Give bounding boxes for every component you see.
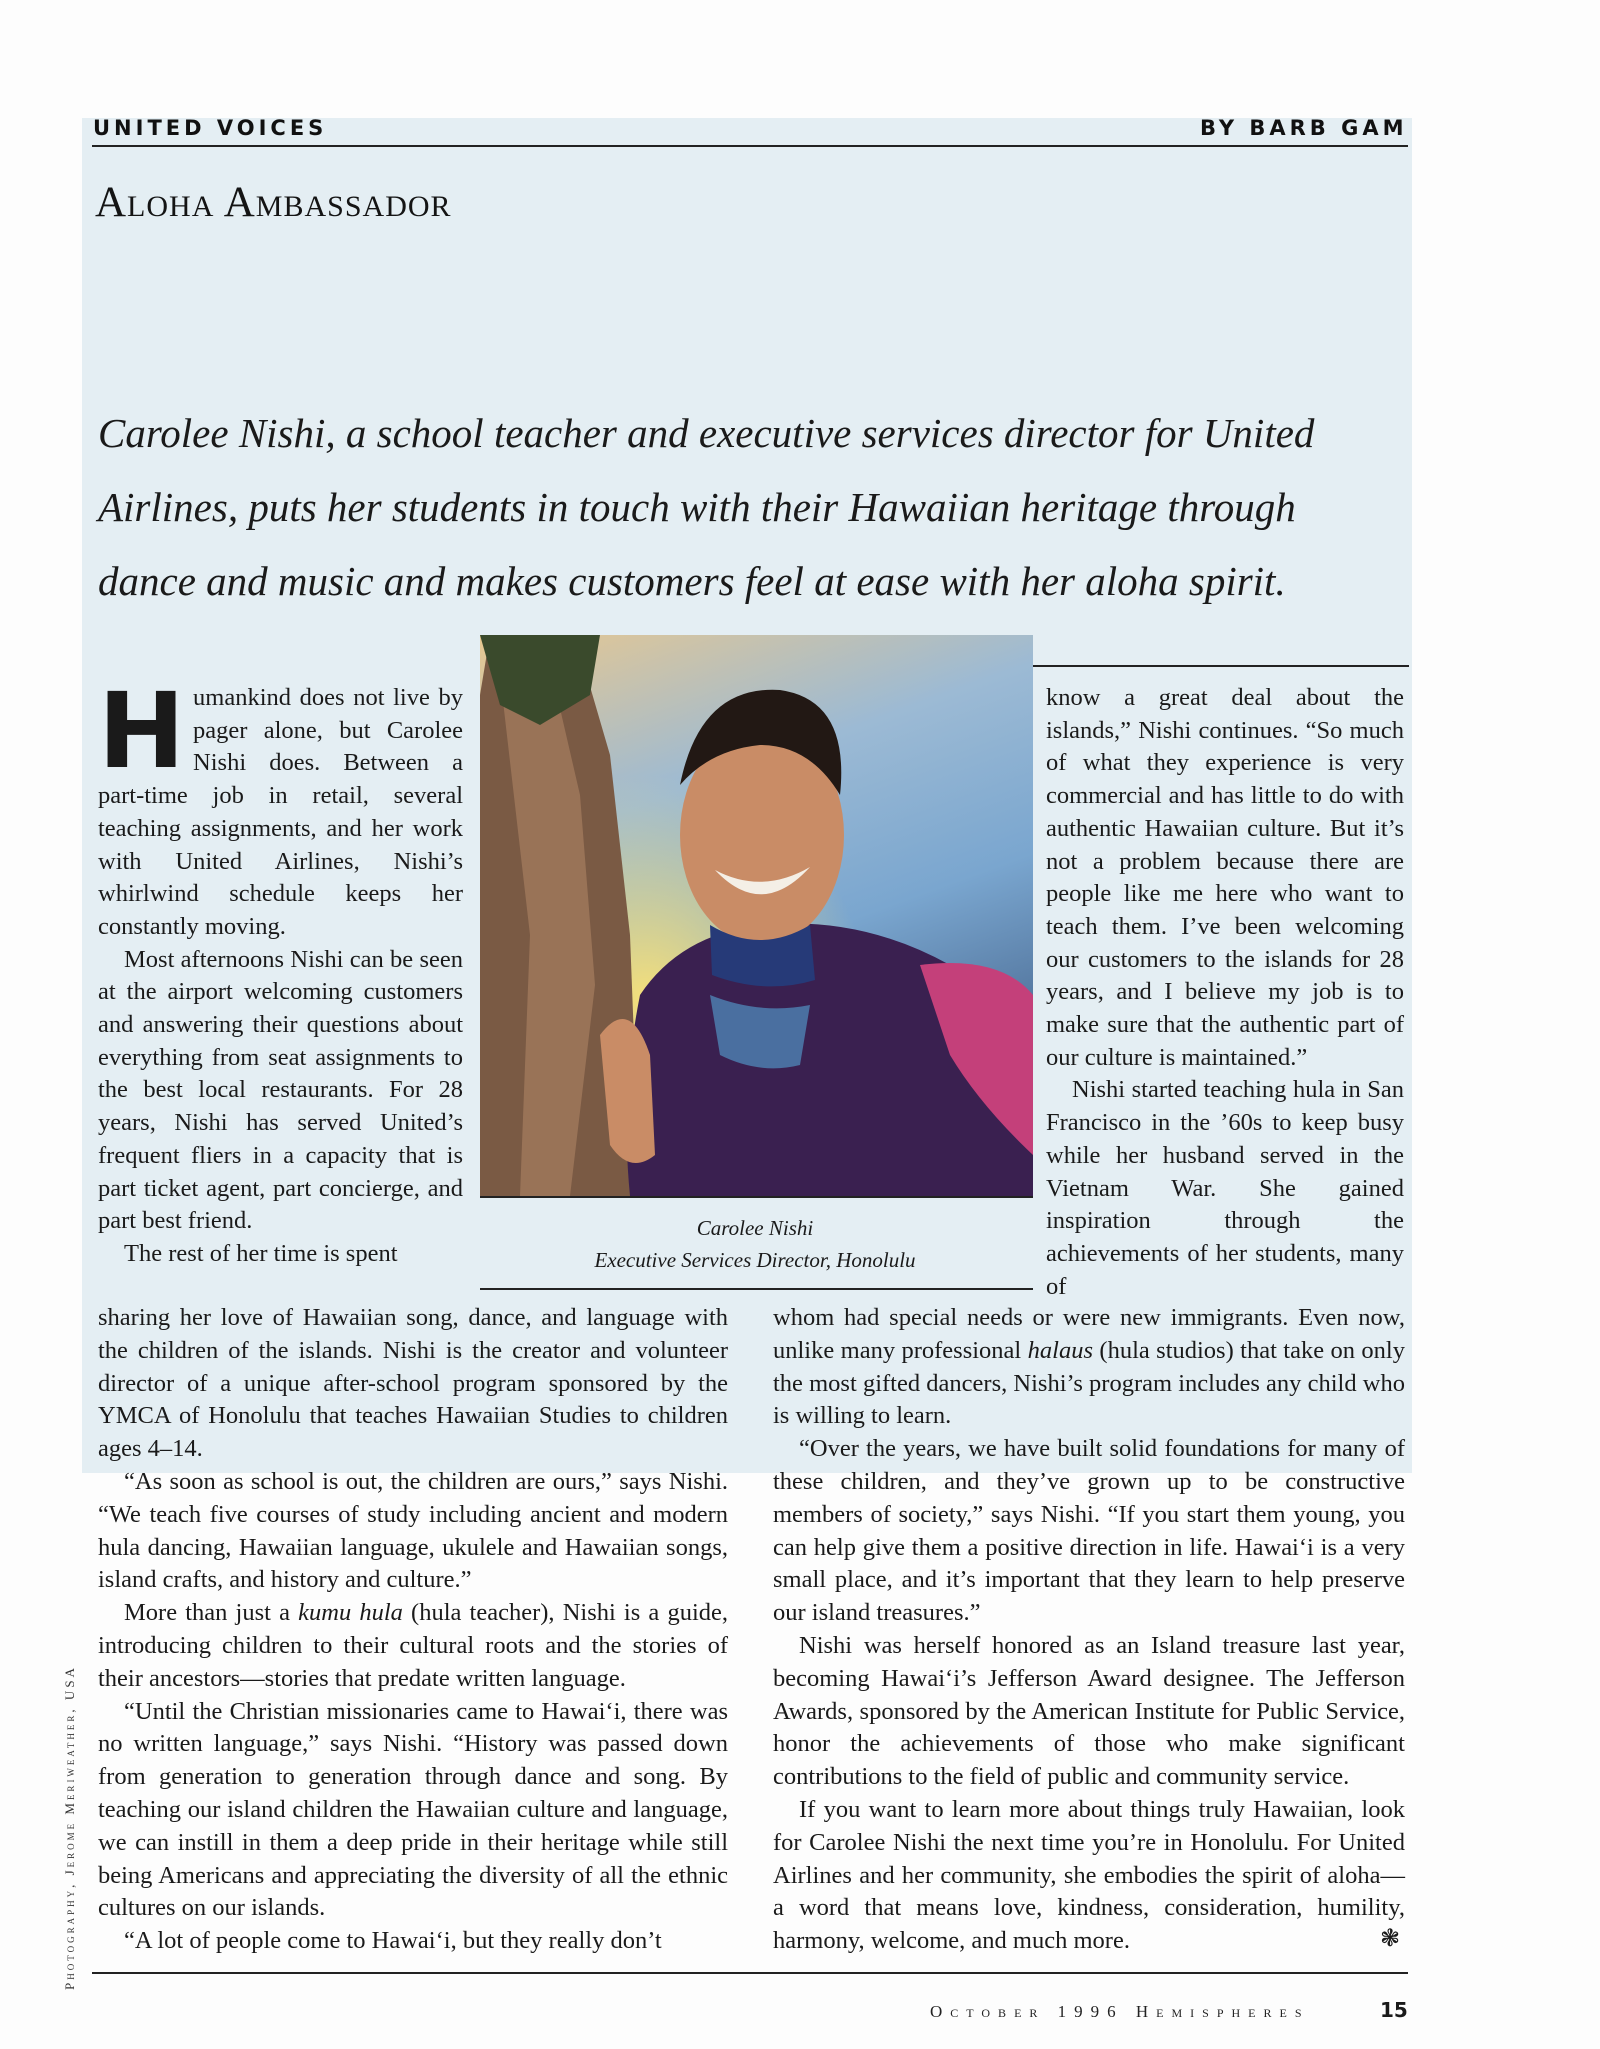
caption-name: Carolee Nishi <box>696 1216 814 1240</box>
paragraph: Most afternoons Nishi can be seen at the airport welcoming customers and answering their questions about everything from seat assignments to the best local restaurants. For 28 years, Nishi has served United’s frequent fliers in a capacity that is part ticket agent, part concierge, and part best friend. <box>98 945 463 1235</box>
lower-right-column <box>773 1302 1405 1958</box>
paragraph: know a great deal about the islands,” Nishi continues. “So much of what they experience is very commercial and has little to do with authentic Hawaiian culture. But it’s not a problem because there are people like me here who want to teach them. I’ve been welcoming our customers to the islands for 28 years, and I believe my job is to make sure that the authentic part of our culture is maintained.” <box>1046 684 1404 1071</box>
paragraph: “As soon as school is out, the children are ours,” says Nishi. “We teach five courses of study including ancient and modern hula dancing, Hawaiian language, ukulele and Hawaiian songs, island crafts, and history and culture.” <box>98 1467 728 1594</box>
right-column-rule <box>1032 665 1409 667</box>
paragraph: More than just a kumu hula (hula teacher), Nishi is a guide, introducing children to their cultural roots and the stories of their ancestors—stories that predate written language. <box>98 1599 729 1692</box>
left-column <box>98 670 463 1271</box>
article-deck: Carolee Nishi, a school teacher and executive services director for United Airlines, puts her students in touch with their Hawaiian heritage through dance and music and makes customers feel at ease with her aloha spirit. <box>98 410 1315 604</box>
right-column <box>1046 682 1404 1303</box>
paragraph: “Until the Christian missionaries came to Hawai‘i, there was no written language,” says Nishi. “History was passed down from generation to generation through dance and song. By teaching our island children the Hawaiian culture and language, we can instill in them a deep pride in their heritage while still being Americans and appreciating the diversity of all the ethnic cultures on our islands. <box>98 1697 728 1922</box>
photo-caption <box>545 1212 965 1276</box>
paragraph: whom had special needs or were new immigrants. Even now, unlike many professional halaus (hula studios) that take on only the most gifted dancers, Nishi’s program includes any child who is willing to learn. <box>773 1304 1405 1430</box>
paragraph: The rest of her time is spent <box>124 1239 398 1267</box>
paragraph: Nishi started teaching hula in San Francisco in the ’60s to keep busy while her husband served in the Vietnam War. She gained inspiration through the achievements of her students, many of <box>1046 1076 1404 1300</box>
paragraph: If you want to learn more about things truly Hawaiian, look for Carolee Nishi the next time you’re in Honolulu. For United Airlines and her community, she embodies the spirit of aloha—a word that means love, kindness, consideration, humility, harmony, welcome, and much more. <box>773 1795 1405 1955</box>
footer-issue: October 1996 Hemispheres <box>930 2002 1310 2021</box>
paragraph: Nishi was herself honored as an Island treasure last year, becoming Hawai‘i’s Jefferson Award designee. The Jefferson Awards, sponsored by the American Institute for Public Service, honor the achievements of those who make significant contributions to the field of public and community service. <box>773 1631 1405 1791</box>
caption-title: Executive Services Director, Honolulu <box>594 1248 916 1272</box>
paragraph: Humankind does not live by pager alone, but Carolee Nishi does. Between a part-time job in retail, several teaching assignments, and her work with United Airlines, Nishi’s whirlwind schedule keeps her constantly moving. <box>98 670 463 940</box>
portrait-illustration <box>480 635 1033 1196</box>
caption-rule <box>480 1288 1033 1290</box>
lower-left-column <box>98 1302 728 1958</box>
section-label: UNITED VOICES <box>93 116 328 140</box>
page-number: 15 <box>1380 1998 1408 2022</box>
paragraph: “A lot of people come to Hawai‘i, but they really don’t <box>124 1927 662 1955</box>
paragraph: “Over the years, we have built solid foundations for many of these children, and they’ve grown up to be constructive members of society,” says Nishi. “If you start them young, you can help give them a positive direction in life. Hawai‘i is a very small place, and it’s important that they learn to help preserve our island treasures.” <box>773 1435 1405 1627</box>
photo-credit: Photography, Jerome Meriweather, USA <box>62 1665 77 1990</box>
end-mark-icon: ❃ <box>1380 1926 1401 1952</box>
drop-cap: H <box>98 670 186 792</box>
byline: BY BARB GAM <box>1200 116 1408 140</box>
article-title: Aloha Ambassador <box>95 179 452 226</box>
header-rule <box>92 145 1408 147</box>
term-kumu-hula: kumu hula <box>298 1599 403 1627</box>
term-halaus: halaus <box>1027 1336 1093 1364</box>
photo-bottom-border <box>480 1196 1033 1198</box>
portrait-photo <box>480 635 1033 1196</box>
paragraph: sharing her love of Hawaiian song, dance, and language with the children of the islands. Nishi is the creator and volunteer director of a unique after-school program sponsored by the YMCA of Honolulu that teaches Hawaiian Studies to children ages 4–14. <box>98 1304 728 1463</box>
footer-rule <box>92 1972 1408 1974</box>
